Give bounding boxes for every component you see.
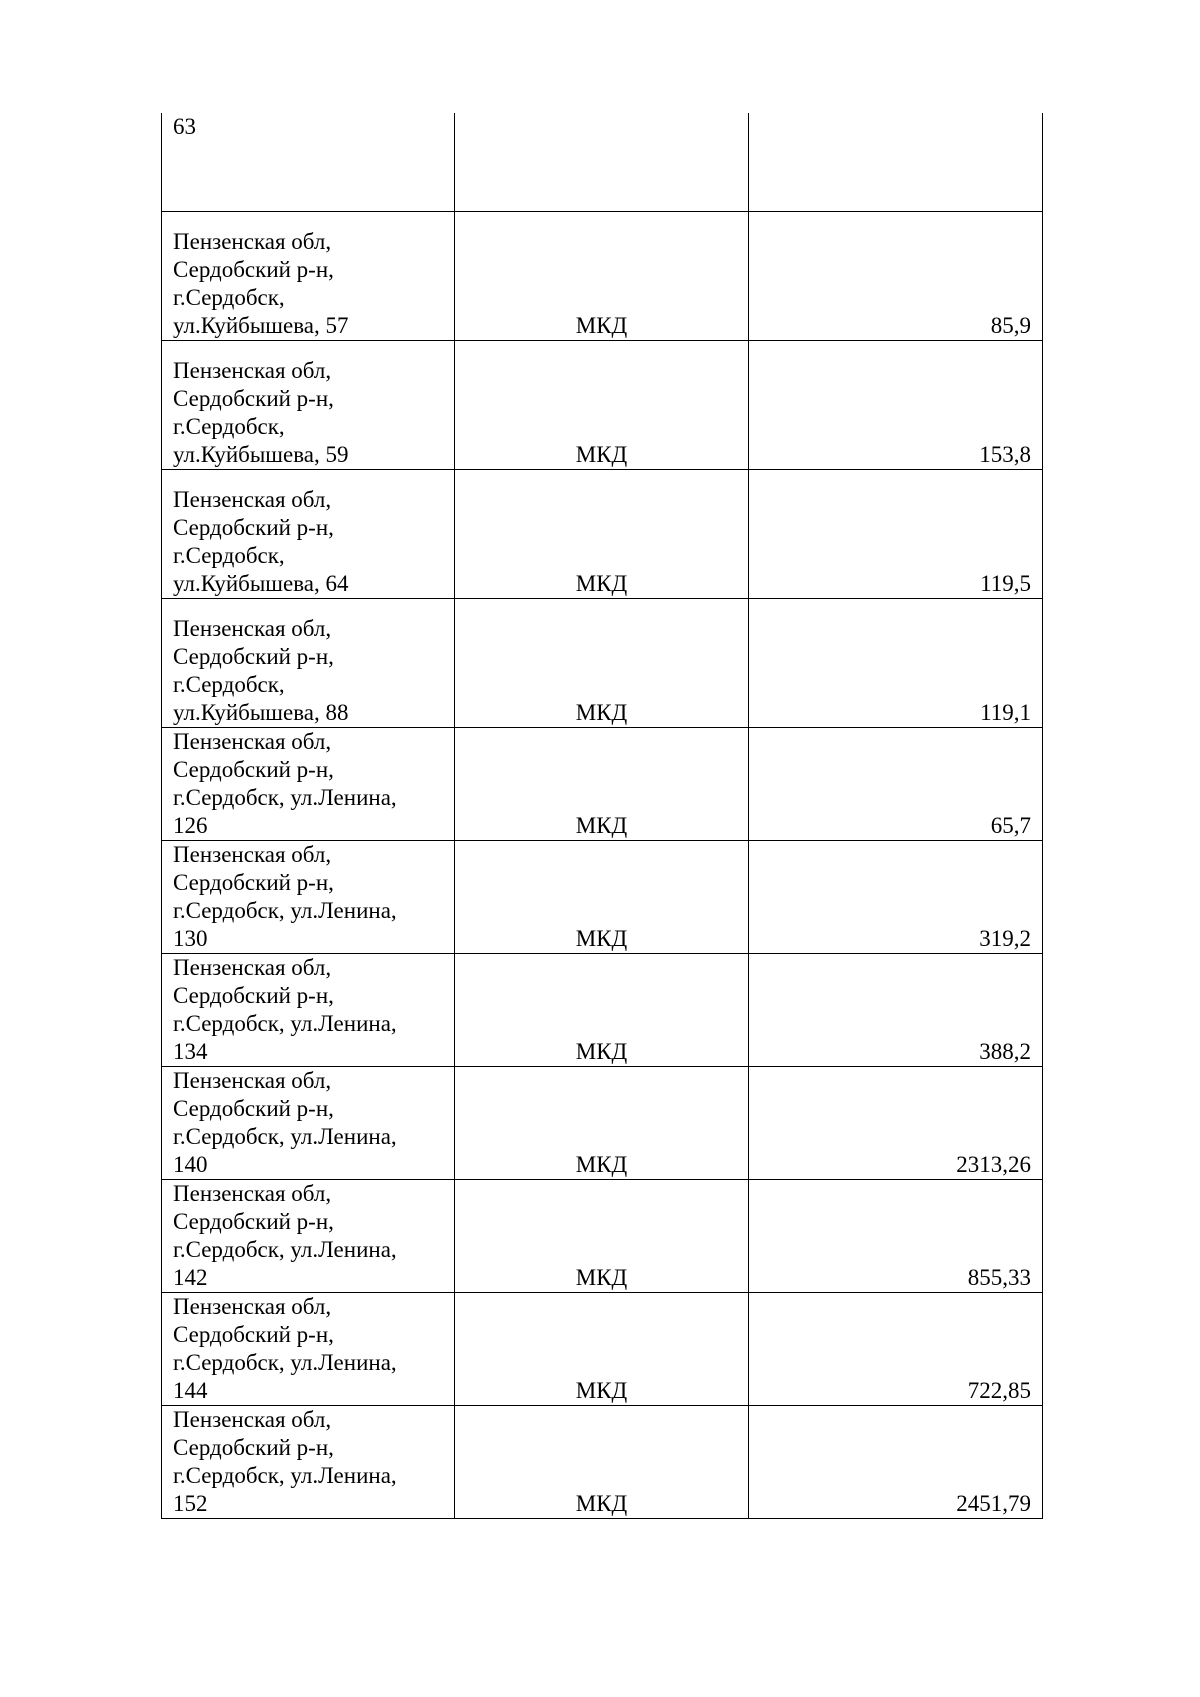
- address-line: Сердобский р-н,: [173, 257, 334, 282]
- value-cell: 119,1: [749, 599, 1043, 728]
- address-line: ул.Куйбышева, 88: [173, 700, 349, 725]
- value-cell: 2313,26: [749, 1067, 1043, 1180]
- address-line: Пензенская обл,: [173, 955, 332, 980]
- address-line: 134: [173, 1039, 208, 1064]
- address-line: Сердобский р-н,: [173, 1322, 334, 1347]
- property-table: [161, 113, 1043, 1519]
- address-line: г.Сердобск, ул.Ленина,: [173, 1124, 397, 1149]
- address-line: г.Сердобск, ул.Ленина,: [173, 785, 397, 810]
- address-cell: [162, 1293, 455, 1406]
- type-cell: МКД: [455, 1406, 749, 1519]
- table-row: [162, 599, 1043, 728]
- address-line: 144: [173, 1378, 208, 1403]
- type-cell: [455, 113, 749, 212]
- address-line: Пензенская обл,: [173, 358, 332, 383]
- address-line: г.Сердобск, ул.Ленина,: [173, 1463, 397, 1488]
- address-line: Сердобский р-н,: [173, 757, 334, 782]
- table-row: [162, 954, 1043, 1067]
- address-line: Сердобский р-н,: [173, 983, 334, 1008]
- address-line: г.Сердобск, ул.Ленина,: [173, 1237, 397, 1262]
- address-line: Пензенская обл,: [173, 842, 332, 867]
- address-line: 152: [173, 1491, 208, 1516]
- address-line: Пензенская обл,: [173, 729, 332, 754]
- table-row: [162, 728, 1043, 841]
- address-line: г.Сердобск, ул.Ленина,: [173, 1011, 397, 1036]
- table-row: [162, 1406, 1043, 1519]
- address-line: 142: [173, 1265, 208, 1290]
- address-line: Сердобский р-н,: [173, 386, 334, 411]
- property-table-body: [162, 113, 1043, 1519]
- type-cell: МКД: [455, 1067, 749, 1180]
- type-cell: МКД: [455, 728, 749, 841]
- address-line: Пензенская обл,: [173, 616, 332, 641]
- address-line: ул.Куйбышева, 57: [173, 313, 349, 338]
- table-row-continued: [162, 113, 1043, 212]
- address-cell: [162, 1067, 455, 1180]
- address-line: Пензенская обл,: [173, 1407, 332, 1432]
- address-line: Сердобский р-н,: [173, 1209, 334, 1234]
- address-cell: [162, 1406, 455, 1519]
- address-cell: [162, 954, 455, 1067]
- address-line: Сердобский р-н,: [173, 870, 334, 895]
- value-cell: 319,2: [749, 841, 1043, 954]
- address-cell: [162, 212, 455, 341]
- type-cell: МКД: [455, 599, 749, 728]
- address-line: г.Сердобск,: [173, 543, 285, 568]
- address-line: Пензенская обл,: [173, 487, 332, 512]
- address-line: Сердобский р-н,: [173, 1435, 334, 1460]
- type-cell: МКД: [455, 841, 749, 954]
- table-row: [162, 341, 1043, 470]
- value-cell: 722,85: [749, 1293, 1043, 1406]
- address-line: г.Сердобск,: [173, 285, 285, 310]
- address-cell: 63: [162, 113, 455, 212]
- table-row: [162, 1293, 1043, 1406]
- address-line: 140: [173, 1152, 208, 1177]
- value-cell: 85,9: [749, 212, 1043, 341]
- address-line: г.Сердобск, ул.Ленина,: [173, 898, 397, 923]
- address-line: 126: [173, 813, 208, 838]
- table-row: [162, 212, 1043, 341]
- address-line: г.Сердобск,: [173, 414, 285, 439]
- address-cell: [162, 841, 455, 954]
- address-cell: [162, 341, 455, 470]
- address-line: Пензенская обл,: [173, 1181, 332, 1206]
- address-line: Пензенская обл,: [173, 1294, 332, 1319]
- value-cell: 2451,79: [749, 1406, 1043, 1519]
- type-cell: МКД: [455, 212, 749, 341]
- address-line: Сердобский р-н,: [173, 644, 334, 669]
- address-cell: [162, 470, 455, 599]
- address-line: Пензенская обл,: [173, 229, 332, 254]
- type-cell: МКД: [455, 1180, 749, 1293]
- type-cell: МКД: [455, 954, 749, 1067]
- value-cell: [749, 113, 1043, 212]
- value-cell: 153,8: [749, 341, 1043, 470]
- table-row: [162, 470, 1043, 599]
- address-line: Сердобский р-н,: [173, 1096, 334, 1121]
- address-line: ул.Куйбышева, 59: [173, 442, 349, 467]
- address-line: Сердобский р-н,: [173, 515, 334, 540]
- type-cell: МКД: [455, 1293, 749, 1406]
- address-cell: [162, 728, 455, 841]
- address-line: Пензенская обл,: [173, 1068, 332, 1093]
- type-cell: МКД: [455, 470, 749, 599]
- value-cell: 388,2: [749, 954, 1043, 1067]
- value-cell: 119,5: [749, 470, 1043, 599]
- value-cell: 65,7: [749, 728, 1043, 841]
- address-cell: [162, 1180, 455, 1293]
- address-cell: [162, 599, 455, 728]
- address-line: г.Сердобск, ул.Ленина,: [173, 1350, 397, 1375]
- address-line: ул.Куйбышева, 64: [173, 571, 349, 596]
- table-row: [162, 1180, 1043, 1293]
- table-row: [162, 841, 1043, 954]
- table-row: [162, 1067, 1043, 1180]
- type-cell: МКД: [455, 341, 749, 470]
- address-line: г.Сердобск,: [173, 672, 285, 697]
- address-line: 130: [173, 926, 208, 951]
- value-cell: 855,33: [749, 1180, 1043, 1293]
